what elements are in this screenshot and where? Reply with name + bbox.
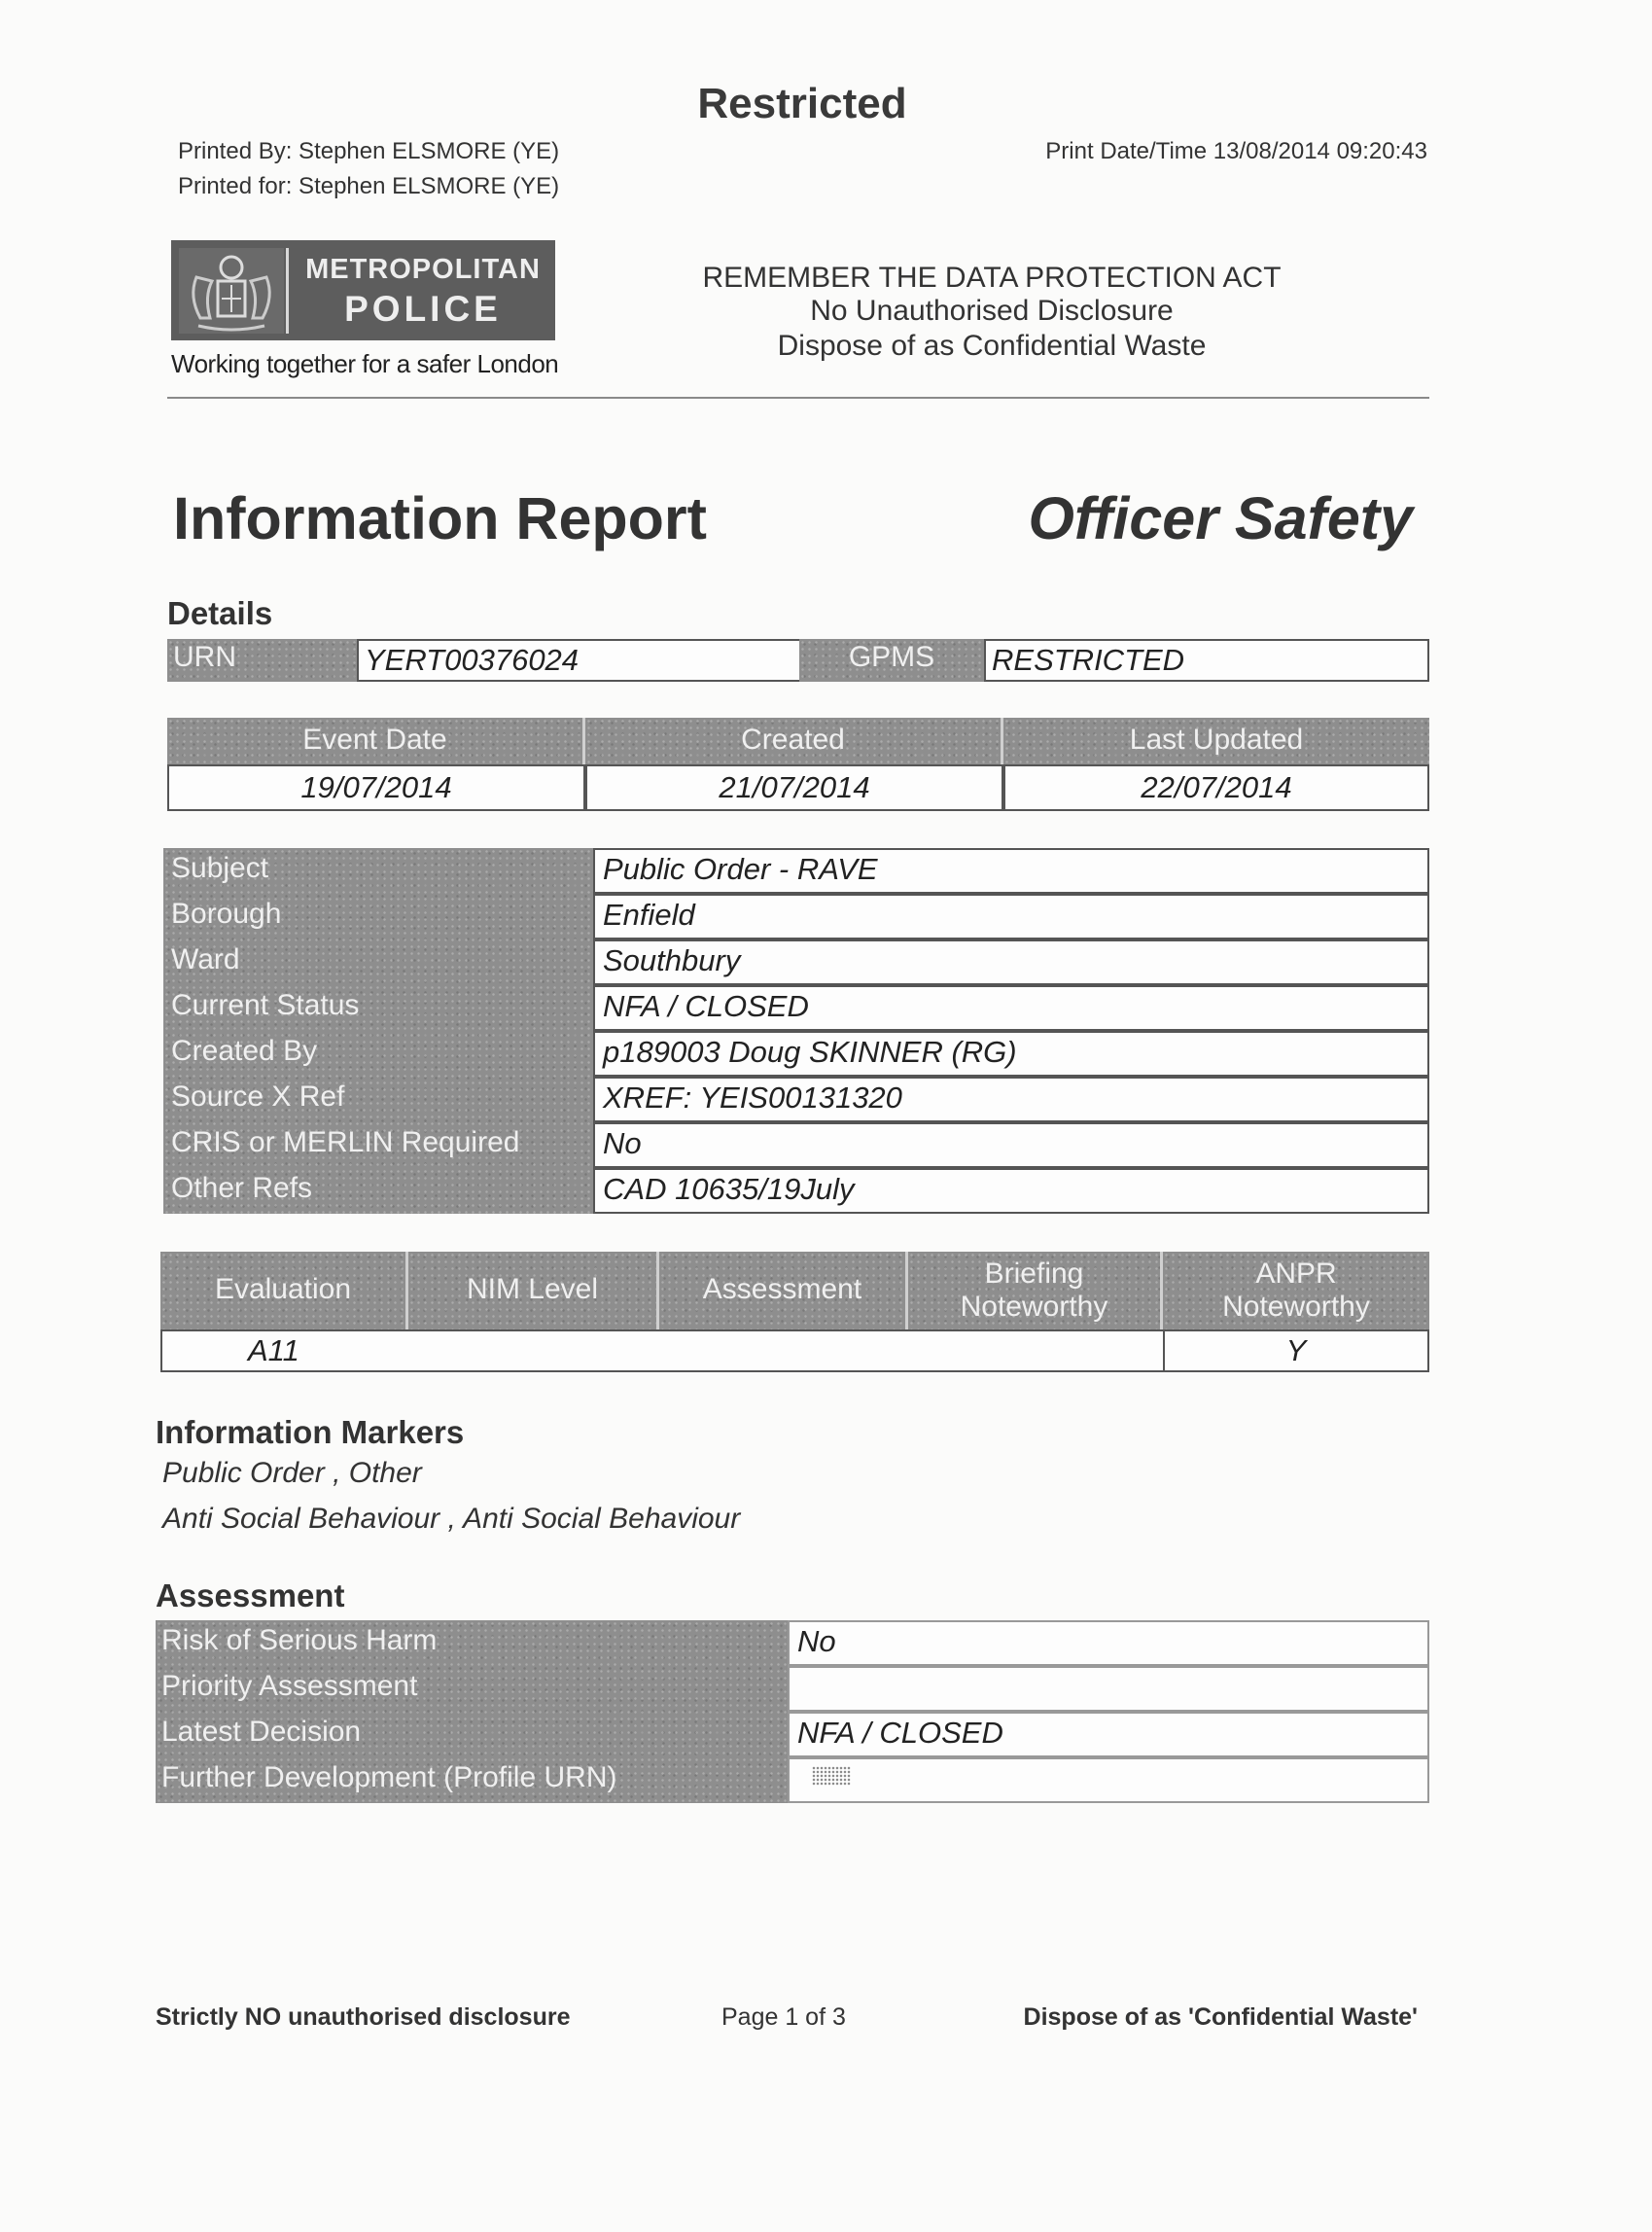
logo-divider [286, 248, 289, 334]
page-number: Page 1 of 3 [721, 2003, 846, 2031]
assessment-header: Assessment [659, 1252, 908, 1329]
other-refs-value: CAD 10635/19July [593, 1168, 1429, 1214]
dates-table [167, 718, 1429, 811]
details-heading: Details [167, 595, 273, 631]
evaluation-value: A11 [248, 1333, 299, 1367]
markers-line-1: Public Order , Other [162, 1457, 422, 1489]
field-label: Subject [171, 852, 269, 884]
logo-line-2: POLICE [344, 289, 502, 329]
field-label: CRIS or MERLIN Required [171, 1126, 520, 1158]
report-title: Information Report [173, 485, 707, 551]
field-label: Other Refs [171, 1172, 313, 1204]
briefing-header-line-1: Briefing [984, 1258, 1084, 1290]
gpms-label: GPMS [799, 639, 984, 682]
urn-row [167, 639, 1429, 682]
created-header: Created [585, 718, 1003, 764]
logo-badge [171, 240, 555, 340]
field-label: Ward [171, 943, 240, 975]
field-label: Current Status [171, 989, 360, 1021]
field-label: Source X Ref [171, 1081, 345, 1113]
further-development-value [788, 1757, 1429, 1803]
evaluation-values-row [160, 1329, 1163, 1372]
subject-value: Public Order - RAVE [593, 848, 1429, 894]
footer-disclosure-warning: Strictly NO unauthorised disclosure [156, 2003, 571, 2031]
last-updated-header: Last Updated [1003, 718, 1429, 764]
last-updated-value: 22/07/2014 [1003, 764, 1429, 811]
borough-value: Enfield [593, 894, 1429, 939]
printed-by: Printed By: Stephen ELSMORE (YE) [178, 138, 560, 164]
redaction-mark [812, 1766, 851, 1786]
logo-line-1: METROPOLITAN [305, 254, 541, 285]
markers-line-2: Anti Social Behaviour , Anti Social Behaviour [162, 1503, 741, 1535]
logo-tagline: Working together for a safer London [171, 349, 559, 378]
printed-for: Printed for: Stephen ELSMORE (YE) [178, 173, 560, 199]
classification-banner: Restricted [697, 80, 907, 127]
priority-assessment-value [788, 1666, 1429, 1712]
source-xref-value: XREF: YEIS00131320 [593, 1077, 1429, 1122]
field-label: Borough [171, 898, 282, 930]
notice-line-2: No Unauthorised Disclosure [810, 295, 1174, 327]
information-markers-heading: Information Markers [156, 1414, 465, 1450]
priority-assessment-label: Priority Assessment [161, 1670, 418, 1702]
anpr-noteworthy-header [1163, 1252, 1429, 1329]
cris-merlin-value: No [593, 1122, 1429, 1168]
header-divider [167, 397, 1429, 399]
print-datetime: Print Date/Time 13/08/2014 09:20:43 [1045, 138, 1427, 164]
event-date-value: 19/07/2014 [167, 764, 585, 811]
nim-level-header: NIM Level [408, 1252, 659, 1329]
anpr-value: Y [1163, 1329, 1429, 1372]
anpr-header-line-2: Noteworthy [1222, 1291, 1370, 1323]
crest-icon [179, 248, 284, 334]
current-status-value: NFA / CLOSED [593, 985, 1429, 1031]
report-category: Officer Safety [1028, 485, 1413, 551]
ward-value: Southbury [593, 939, 1429, 985]
assessment-table [156, 1620, 1429, 1805]
field-label: Created By [171, 1035, 318, 1067]
created-by-value: p189003 Doug SKINNER (RG) [593, 1031, 1429, 1077]
footer-disposal-note: Dispose of as 'Confidential Waste' [1023, 2003, 1418, 2031]
briefing-noteworthy-header [908, 1252, 1163, 1329]
latest-decision-label: Latest Decision [161, 1716, 362, 1748]
gpms-value: RESTRICTED [984, 639, 1429, 682]
details-fields-table [163, 848, 1429, 1214]
created-value: 21/07/2014 [585, 764, 1003, 811]
notice-line-1: REMEMBER THE DATA PROTECTION ACT [702, 262, 1282, 294]
event-date-header: Event Date [167, 718, 585, 764]
evaluation-header: Evaluation [160, 1252, 408, 1329]
metropolitan-police-logo [171, 240, 560, 386]
briefing-header-line-2: Noteworthy [960, 1291, 1108, 1323]
evaluation-table [160, 1252, 1429, 1378]
urn-label: URN [167, 639, 357, 682]
risk-of-serious-harm-value: No [788, 1620, 1429, 1666]
anpr-header-line-1: ANPR [1255, 1258, 1337, 1290]
assessment-heading: Assessment [156, 1577, 345, 1613]
latest-decision-value: NFA / CLOSED [788, 1712, 1429, 1757]
risk-of-serious-harm-label: Risk of Serious Harm [161, 1624, 438, 1656]
urn-value: YERT00376024 [357, 639, 969, 682]
notice-line-3: Dispose of as Confidential Waste [777, 330, 1207, 362]
further-development-label: Further Development (Profile URN) [161, 1761, 617, 1793]
